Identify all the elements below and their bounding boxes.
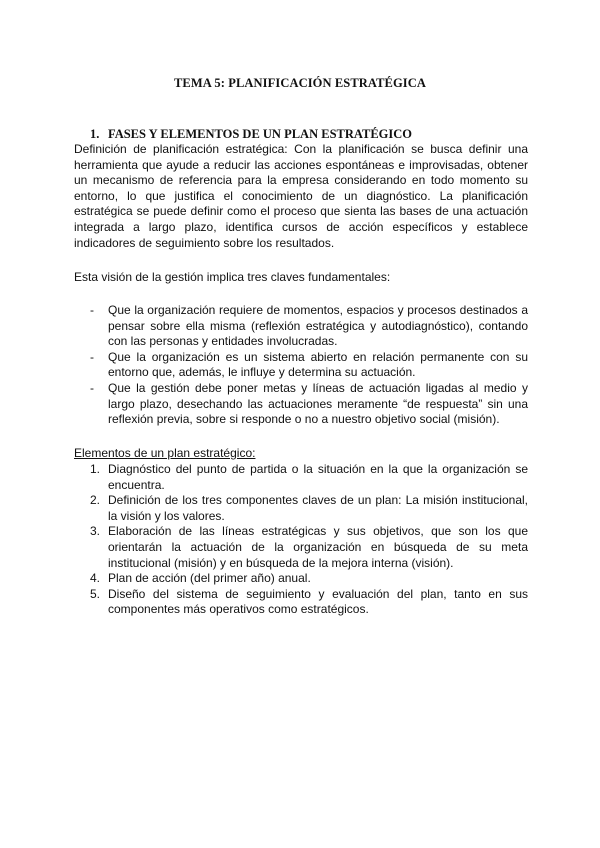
list-item-text: Diseño del sistema de seguimiento y evaluación del plan, tanto en sus componentes más operativos como estratégicos. bbox=[108, 586, 528, 617]
list-item-text: Plan de acción (del primer año) anual. bbox=[108, 571, 311, 586]
bullet-dash: - bbox=[90, 303, 94, 317]
item-number: 5. bbox=[90, 586, 101, 601]
list-item-text: Elaboración de las líneas estratégicas y sus objetivos, que son los que orientarán la actuación de la organización en búsqueda de su meta institucional (misión) y en búsqueda de la mejora interna (visión). bbox=[108, 524, 528, 570]
list-item-text: Definición de los tres componentes claves de un plan: La misión institucional, la visión y los valores. bbox=[108, 493, 528, 523]
definition-paragraph: Definición de planificación estratégica: Con la planificación se busca definir una herramienta que ayude a reducir las acciones espontáneas e improvisadas, obtener un mecanismo de referencia para la empresa considerando en todo momento su entorno, lo que justifica el conocimiento de un diagnóstico. La planificación estratégica se puede definir como el proceso que sienta las bases de una actuación integrada a largo plazo, identifica cursos de acción específicos y establece indicadores de seguimiento sobre los resultados. bbox=[74, 142, 528, 250]
list-item-text: Que la gestión debe poner metas y líneas de actuación ligadas al medio y largo plazo, desechando las actuaciones meramente “de respuesta” sin una reflexión previa, sobre si responde o no a nuestro objetivo social (misión). bbox=[108, 380, 528, 427]
elements-list bbox=[90, 462, 528, 618]
list-item-text: Que la organización requiere de momentos, espacios y procesos destinados a pensar sobre ella misma (reflexión estratégica y autodiagnóstico), contando con las personas y entidades involucradas. bbox=[108, 303, 528, 349]
elements-heading: Elementos de un plan estratégico: bbox=[74, 446, 256, 460]
list-item bbox=[90, 493, 528, 524]
section-number: 1. bbox=[90, 127, 100, 141]
list-item-text: Diagnóstico del punto de partida o la situación en la que la organización se encuentra. bbox=[108, 462, 528, 492]
document-title: TEMA 5: PLANIFICACIÓN ESTRATÉGICA bbox=[173, 76, 427, 90]
item-number: 4. bbox=[90, 571, 101, 586]
list-item-text: Que la organización es un sistema abierto en relación permanente con su entorno que, además, le influye y determina su actuación. bbox=[108, 349, 528, 380]
list-item bbox=[90, 462, 528, 493]
intro-paragraph: Esta visión de la gestión implica tres claves fundamentales: bbox=[74, 270, 391, 284]
bullet-dash: - bbox=[90, 380, 94, 395]
list-item bbox=[90, 571, 528, 587]
list-item bbox=[90, 350, 528, 381]
key-points-list bbox=[90, 303, 528, 428]
section-heading-text: FASES Y ELEMENTOS DE UN PLAN ESTRATÉGICO bbox=[108, 127, 412, 141]
list-item bbox=[90, 587, 528, 618]
item-number: 3. bbox=[90, 524, 101, 539]
item-number: 2. bbox=[90, 493, 101, 508]
list-item bbox=[90, 381, 528, 428]
list-item bbox=[90, 303, 528, 350]
list-item bbox=[90, 524, 528, 571]
section-heading bbox=[90, 127, 412, 143]
bullet-dash: - bbox=[90, 349, 94, 364]
item-number: 1. bbox=[90, 462, 101, 476]
